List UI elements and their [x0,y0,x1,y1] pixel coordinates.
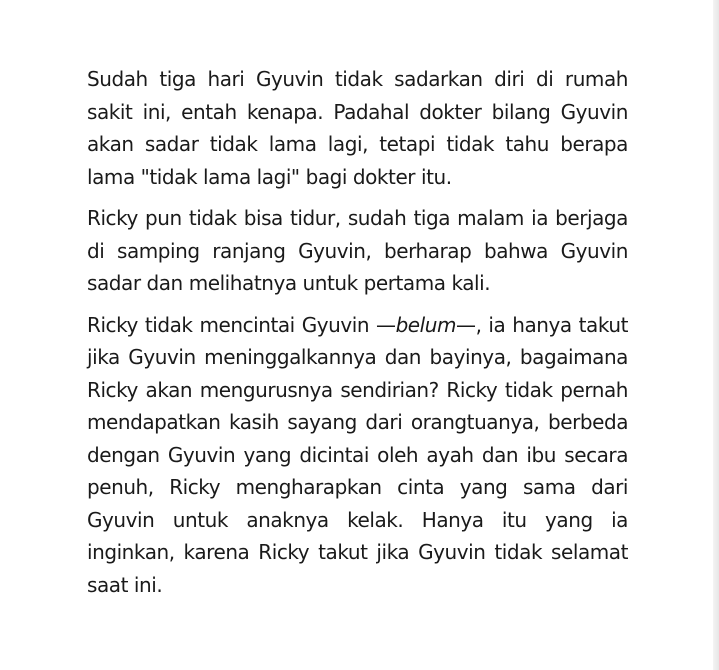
emphasized-word: belum [395,312,457,337]
paragraph-3-end: —, ia hanya takut jika Gyuvin meninggalkannya dan bayinya, bagaimana Ricky akan mengurusnya sendirian? Ricky tidak pernah mendapatkan kasih sayang dari orangtuanya, berbeda dengan Gyuvin yang dicintai oleh ayah dan ibu secara penuh, Ricky mengharapkan cinta yang sama dari Gyuvin untuk anaknya kelak. Hanya itu yang ia inginkan, karena Ricky takut jika Gyuvin tidak selamat saat ini. [87,312,628,597]
paragraph-3 [87,309,628,602]
paragraph-2: Ricky pun tidak bisa tidur, sudah tiga malam ia berjaga di samping ranjang Gyuvin, berharap bahwa Gyuvin sadar dan melihatnya untuk pertama kali. [87,206,628,295]
story-text [87,63,628,610]
paragraph-3-start: Ricky tidak mencintai Gyuvin — [87,312,396,337]
paragraph-1: Sudah tiga hari Gyuvin tidak sadarkan diri di rumah sakit ini, entah kenapa. Padahal dokter bilang Gyuvin akan sadar tidak lama lagi, tetapi tidak tahu berapa lama "tidak lama lagi" bagi dokter itu. [87,67,628,189]
page-edge-shadow [713,0,719,670]
